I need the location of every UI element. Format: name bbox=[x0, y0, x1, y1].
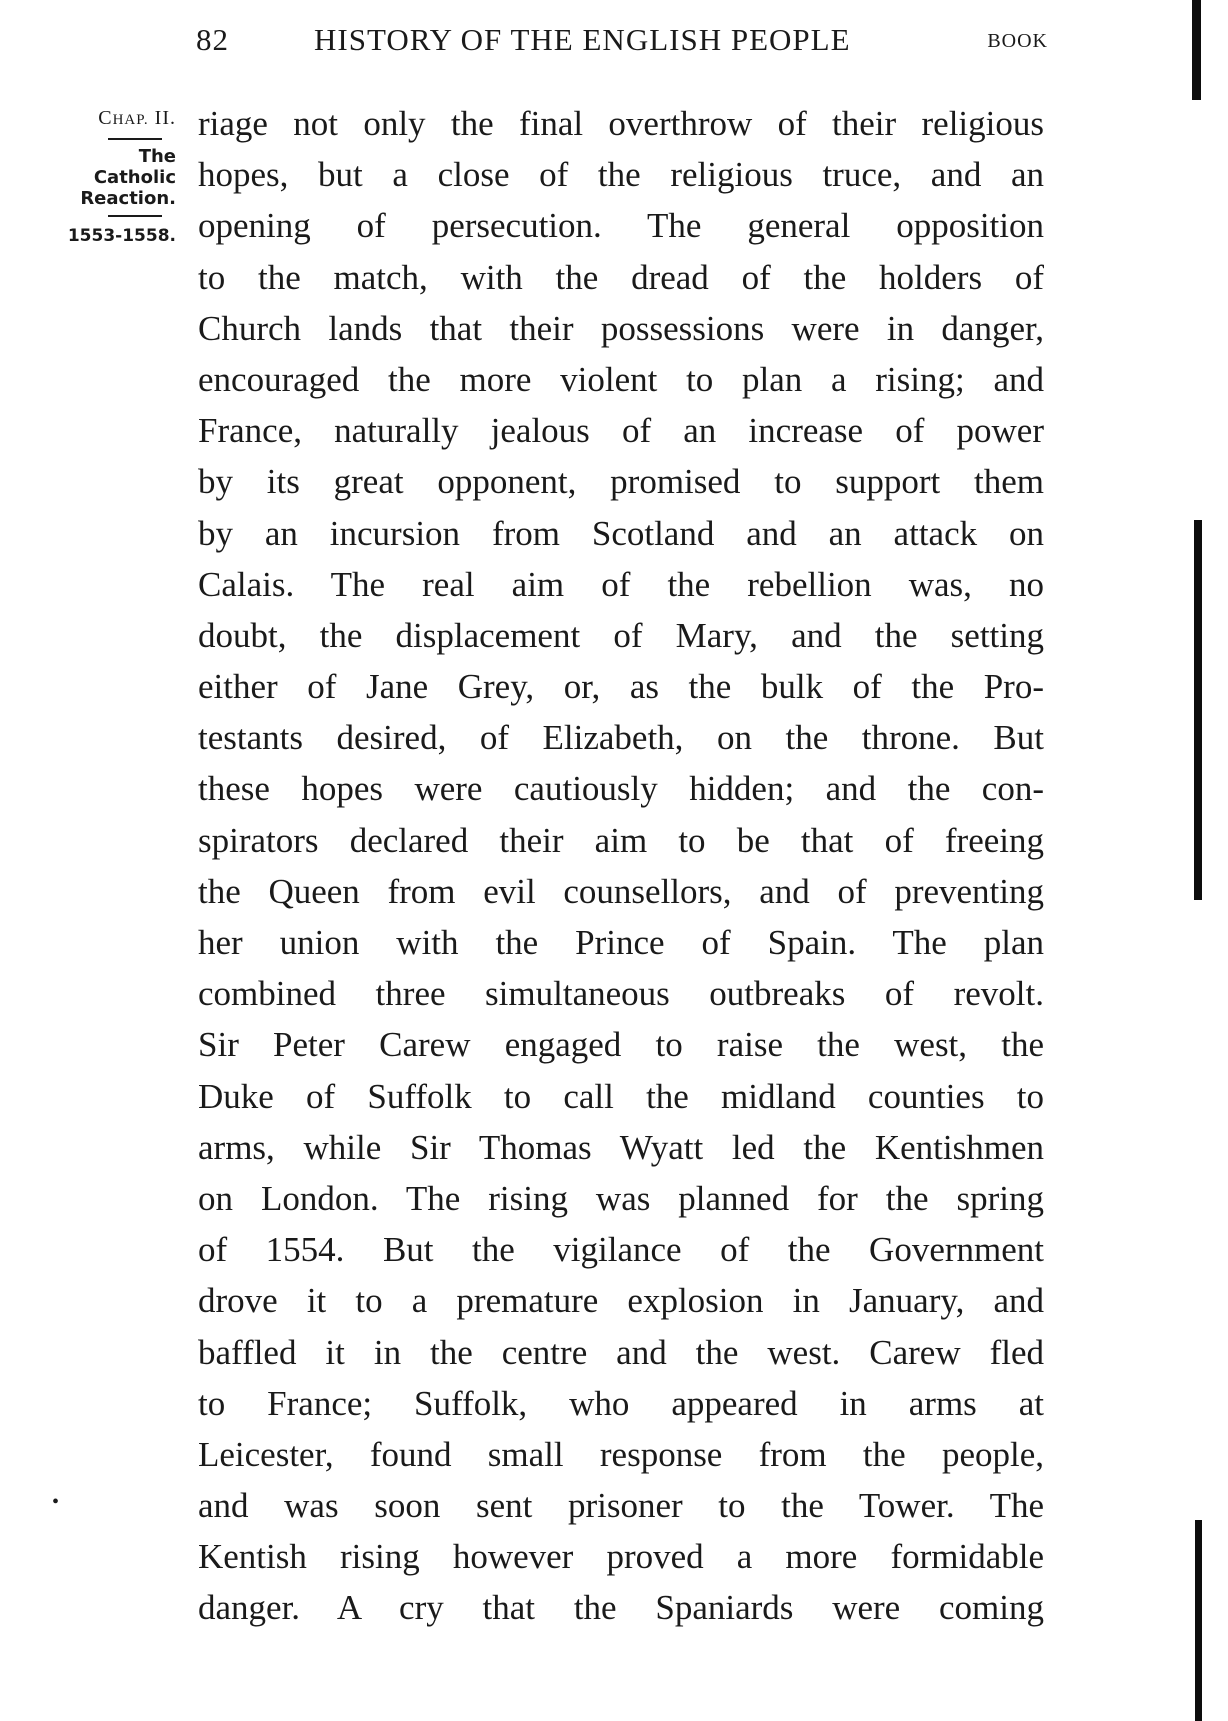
text-line: drove it to a premature explosion in January, and bbox=[198, 1281, 1044, 1321]
text-line: hopes, but a close of the religious truce, and an bbox=[198, 155, 1044, 195]
text-line: testants desired, of Elizabeth, on the throne. But bbox=[198, 718, 1044, 758]
text-line: and was soon sent prisoner to the Tower. The bbox=[198, 1486, 1044, 1526]
margin-notes bbox=[36, 106, 176, 249]
text-line: doubt, the displacement of Mary, and the setting bbox=[198, 615, 1044, 655]
date-range: 1553-1558. bbox=[67, 226, 176, 246]
text-line: by its great opponent, promised to support them bbox=[198, 462, 1044, 502]
text-line: arms, while Sir Thomas Wyatt led the Kentishmen bbox=[198, 1127, 1044, 1167]
text-line: Leicester, found small response from the people, bbox=[198, 1434, 1044, 1474]
text-line: the Queen from evil counsellors, and of preventing bbox=[198, 871, 1044, 911]
stray-mark: • bbox=[52, 1491, 60, 1513]
margin-rule bbox=[108, 138, 162, 140]
text-line: to the match, with the dread of the holders of bbox=[198, 257, 1044, 297]
text-line: encouraged the more violent to plan a rising; and bbox=[198, 359, 1044, 399]
text-line: on London. The rising was planned for the spring bbox=[198, 1178, 1044, 1218]
text-line: baffled it in the centre and the west. Carew fled bbox=[198, 1332, 1044, 1372]
text-line: Sir Peter Carew engaged to raise the west, the bbox=[198, 1025, 1044, 1065]
text-line: by an incursion from Scotland and an attack on bbox=[198, 513, 1044, 553]
text-line: either of Jane Grey, or, as the bulk of the Pro- bbox=[198, 667, 1044, 707]
page-number: 82 bbox=[196, 22, 229, 57]
text-line: Kentish rising however proved a more formidable bbox=[198, 1537, 1044, 1577]
chapter-label: CHAP. II. bbox=[98, 107, 176, 129]
scan-edge-mid bbox=[1194, 520, 1202, 900]
running-head bbox=[196, 22, 1048, 62]
running-title: HISTORY OF THE ENGLISH PEOPLE bbox=[314, 22, 851, 57]
book-label: BOOK bbox=[987, 30, 1048, 52]
body-text bbox=[198, 98, 1044, 1634]
text-line: spirators declared their aim to be that of freeing bbox=[198, 820, 1044, 860]
text-line: her union with the Prince of Spain. The plan bbox=[198, 923, 1044, 962]
text-line: of 1554. But the vigilance of the Government bbox=[198, 1230, 1044, 1270]
text-line: riage not only the final overthrow of their religious bbox=[198, 104, 1044, 143]
text-line: danger. A cry that the Spaniards were coming bbox=[198, 1588, 1044, 1628]
scan-edge-bottom bbox=[1195, 1520, 1202, 1721]
scan-edge-top bbox=[1192, 0, 1201, 100]
text-line: to France; Suffolk, who appeared in arms at bbox=[198, 1383, 1044, 1423]
text-line: France, naturally jealous of an increase of power bbox=[198, 411, 1044, 451]
text-line: these hopes were cautiously hidden; and the con- bbox=[198, 769, 1044, 809]
text-line: Church lands that their possessions were in danger, bbox=[198, 308, 1044, 348]
text-line: opening of persecution. The general opposition bbox=[198, 206, 1044, 246]
text-line: combined three simultaneous outbreaks of revolt. bbox=[198, 974, 1044, 1014]
topic-label: The Catholic Reaction. bbox=[80, 146, 176, 209]
margin-rule bbox=[108, 215, 162, 217]
text-line: Duke of Suffolk to call the midland counties to bbox=[198, 1076, 1044, 1116]
text-line: Calais. The real aim of the rebellion was, no bbox=[198, 564, 1044, 604]
